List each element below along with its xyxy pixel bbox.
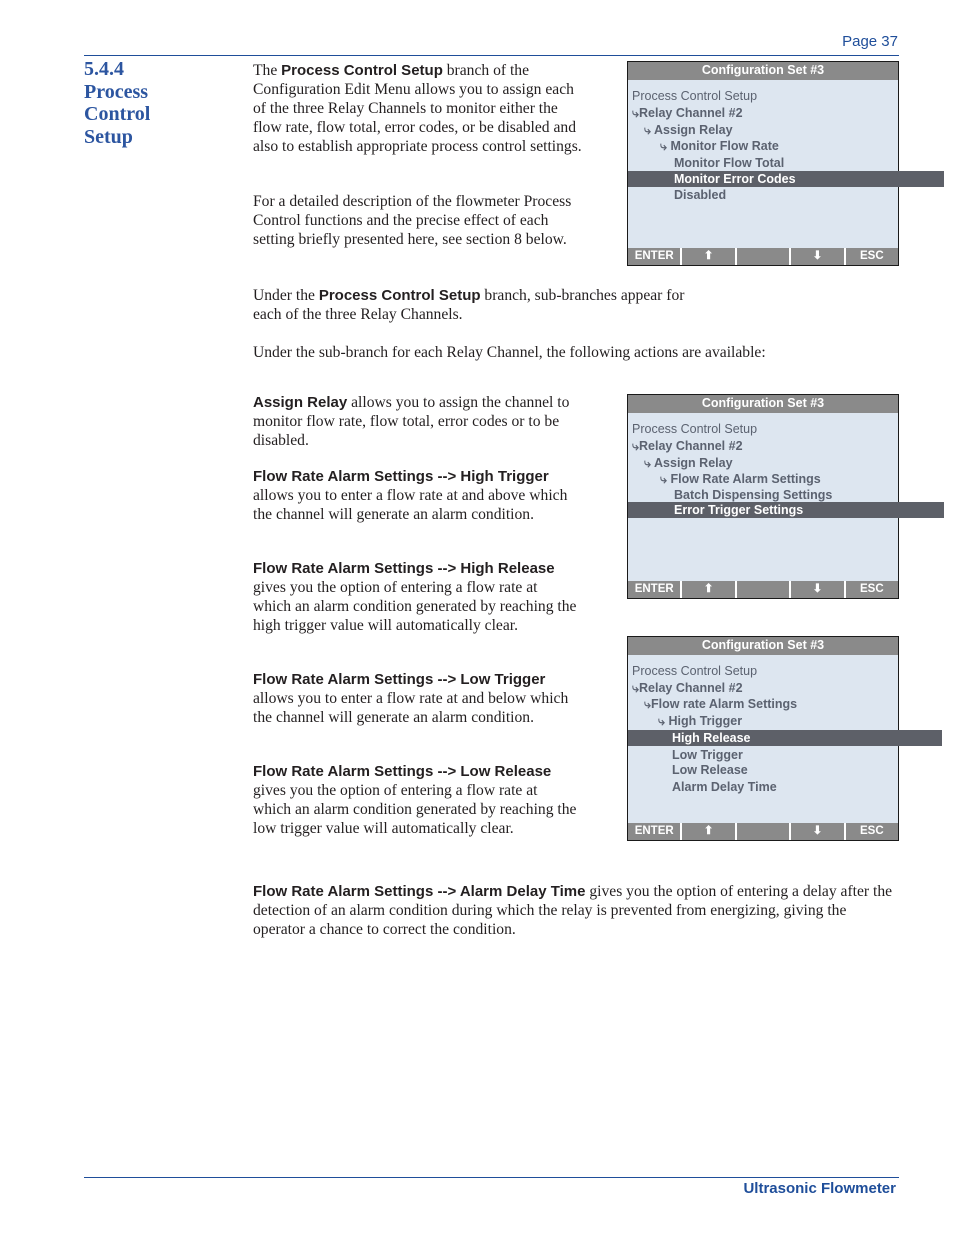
lcd-item-label: Assign Relay [654,123,733,137]
bold-term: Process Control Setup [281,62,443,79]
lcd-menu-item[interactable]: Monitor Flow Total [674,156,785,170]
branch-arrow-icon: ⤷ [632,681,640,695]
item-title: Flow Rate Alarm Settings --> High Release [253,560,555,577]
intro-paragraph-1 [253,61,583,156]
lcd-menu-item[interactable] [628,471,930,487]
item-assign-relay [253,393,573,450]
bottom-rule [84,1177,899,1178]
lcd-menu-item[interactable] [628,680,902,696]
lcd-menu-item[interactable] [628,138,930,154]
lcd-screen-relay-settings [627,394,899,599]
item-text: allows you to enter a flow rate at and above which the channel will generate an alarm condition. [253,487,568,523]
lcd-title: Configuration Set #3 [628,637,898,655]
branch-arrow-icon: ⤷ [632,439,640,453]
lcd-menu-item[interactable] [628,105,902,121]
lcd-menu-item[interactable] [628,455,914,471]
lcd-menu-item-selected[interactable]: Monitor Error Codes [628,171,944,187]
lcd-menu-item[interactable] [628,696,914,712]
up-arrow-button[interactable]: ⬆ [682,823,734,840]
item-text: allows you to enter a flow rate at and below which the channel will generate an alarm condition. [253,690,569,726]
lcd-menu-item[interactable]: Process Control Setup [632,89,758,103]
item-title: Flow Rate Alarm Settings --> High Trigger [253,468,549,485]
text: The [253,62,282,79]
lcd-item-label: Assign Relay [654,456,733,470]
lcd-button-bar [628,581,898,598]
item-alarm-delay-time [253,882,893,939]
section-title-line: Process [84,80,149,103]
item-low-trigger [253,670,578,727]
item-text: gives you the option of entering a delay after the detection of an alarm condition during which the relay is prevented from energizing, giving the operator a chance to correct the condition. [253,883,893,938]
section-heading [84,58,234,148]
text: branch of the Configuration Edit Menu allows you to assign each of the three Relay Channels to monitor either the flow rate, flow total, error codes, or be disabled and also to establish appropriate process control settings. [253,62,582,155]
lcd-menu-item[interactable]: Process Control Setup [632,664,758,678]
up-arrow-button[interactable]: ⬆ [682,248,734,265]
enter-button[interactable]: ENTER [628,581,680,598]
blank-button[interactable] [737,581,789,598]
page-number: Page 37 [842,33,898,50]
item-text: gives you the option of entering a flow rate at which an alarm condition generated by reaching the low trigger value will automatically clear. [253,782,577,837]
branch-arrow-icon: ⤷ [632,106,640,120]
lcd-item-label: High Trigger [668,714,743,728]
item-high-release [253,559,578,635]
lcd-button-bar [628,823,898,840]
lcd-title: Configuration Set #3 [628,62,898,80]
lcd-menu-item[interactable] [628,713,928,729]
down-arrow-button[interactable]: ⬇ [791,581,843,598]
intro-paragraph-4: Under the sub-branch for each Relay Channel, the following actions are available: [253,344,766,361]
esc-button[interactable]: ESC [846,823,898,840]
branch-arrow-icon: ⤷ [644,697,652,711]
item-low-release [253,762,578,838]
esc-button[interactable]: ESC [846,581,898,598]
intro-paragraph-2: For a detailed description of the flowmeter Process Control functions and the precise effect of each setting briefly presented here, see section 8 below. [253,193,572,248]
item-text: allows you to assign the channel to monitor flow rate, flow total, error codes or to be disabled. [253,394,570,449]
branch-arrow-icon: ⤷ [660,472,671,486]
up-arrow-button[interactable]: ⬆ [682,581,734,598]
enter-button[interactable]: ENTER [628,823,680,840]
item-title: Assign Relay [253,394,348,411]
bold-term: Process Control Setup [318,287,481,304]
lcd-menu-item[interactable]: Disabled [674,188,727,202]
lcd-button-bar [628,248,898,265]
branch-arrow-icon: ⤷ [658,714,669,728]
item-high-trigger [253,467,578,524]
section-number: 5.4.4 [84,58,124,80]
blank-button[interactable] [737,823,789,840]
item-title: Flow Rate Alarm Settings --> Low Trigger [253,671,546,688]
blank-button[interactable] [737,248,789,265]
branch-arrow-icon: ⤷ [644,123,655,137]
text: Under the [253,287,319,304]
lcd-screen-assign-relay [627,61,899,266]
lcd-item-label: Relay Channel #2 [639,439,743,453]
item-title: Flow Rate Alarm Settings --> Low Release [253,763,552,780]
lcd-menu-item[interactable] [628,122,914,138]
lcd-menu-item[interactable]: Low Trigger [672,748,743,762]
lcd-menu-item-selected[interactable]: Error Trigger Settings [628,502,944,518]
branch-arrow-icon: ⤷ [644,456,655,470]
text: branch, sub-branches appear for each of the three Relay Channels. [253,287,685,323]
lcd-menu-item[interactable]: Batch Dispensing Settings [674,488,833,502]
intro-paragraph-3 [253,286,693,324]
footer-label: Ultrasonic Flowmeter [743,1180,896,1197]
lcd-item-label: Flow Rate Alarm Settings [670,472,821,486]
section-title-line: Setup [84,125,133,148]
lcd-item-label: Relay Channel #2 [639,681,743,695]
lcd-screen-flow-rate-alarm [627,636,899,841]
lcd-menu-item[interactable]: Low Release [672,763,748,777]
lcd-item-label: Flow rate Alarm Settings [651,697,798,711]
lcd-item-label: Relay Channel #2 [639,106,743,120]
down-arrow-button[interactable]: ⬇ [791,823,843,840]
item-text: gives you the option of entering a flow rate at which an alarm condition generated by reaching the high trigger value will automatically clear. [253,579,577,634]
branch-arrow-icon: ⤷ [660,139,671,153]
section-title-line: Control [84,103,151,125]
lcd-title: Configuration Set #3 [628,395,898,413]
lcd-menu-item[interactable]: Alarm Delay Time [672,780,777,794]
item-title: Flow Rate Alarm Settings --> Alarm Delay Time [253,883,586,900]
lcd-menu-item[interactable]: Process Control Setup [632,422,758,436]
top-rule [84,55,899,56]
esc-button[interactable]: ESC [846,248,898,265]
lcd-menu-item[interactable] [628,438,902,454]
lcd-menu-item-selected[interactable]: High Release [628,730,942,746]
lcd-item-label: Monitor Flow Rate [670,139,779,153]
down-arrow-button[interactable]: ⬇ [791,248,843,265]
enter-button[interactable]: ENTER [628,248,680,265]
